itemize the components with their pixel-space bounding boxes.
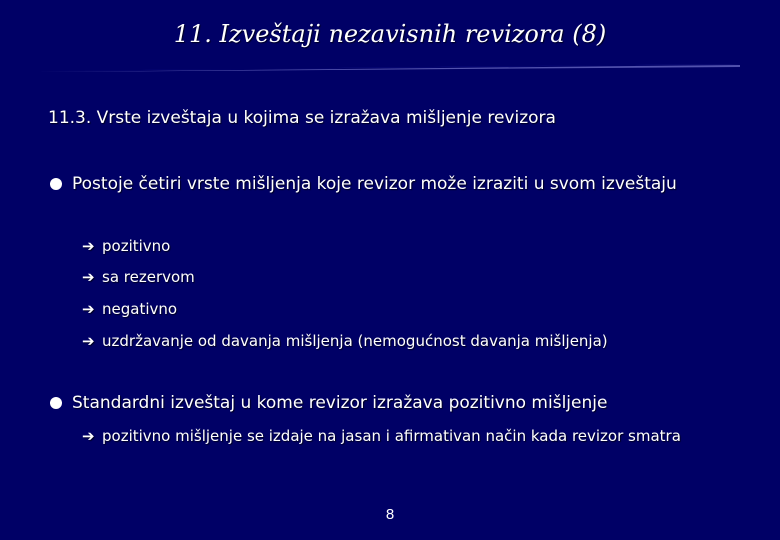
sub-item-text: sa rezervom: [102, 268, 195, 286]
sub-item: [82, 236, 170, 256]
arrow-icon: ➔: [82, 268, 95, 286]
sub-item: [82, 299, 177, 319]
sub-item: [82, 267, 195, 287]
bullet-text: Standardni izveštaj u kome revizor izražava pozitivno mišljenje: [72, 393, 608, 413]
page-number: 8: [385, 506, 395, 523]
arrow-icon: ➔: [82, 427, 95, 445]
sub-item-text: pozitivno mišljenje se izdaje na jasan i afirmativan način kada revizor smatra: [102, 427, 681, 445]
bullet-opinion-types: [50, 170, 710, 198]
sub-item: [82, 331, 742, 351]
title-divider: [40, 64, 740, 72]
slide-title: 11. Izveštaji nezavisnih revizora (8): [173, 20, 607, 48]
sub-item-text: pozitivno: [102, 237, 171, 255]
bullet-text: Postoje četiri vrste mišljenja koje revizor može izraziti u svom izveštaju: [72, 174, 677, 194]
arrow-icon: ➔: [82, 237, 95, 255]
bullet-dot: [50, 178, 62, 190]
sub-item: [82, 426, 742, 446]
section-subtitle: 11.3. Vrste izveštaja u kojima se izražava mišljenje revizora: [48, 108, 556, 128]
arrow-icon: ➔: [82, 300, 95, 318]
arrow-icon: ➔: [82, 332, 95, 350]
bullet-standard-report: [50, 389, 730, 417]
sub-item-text: negativno: [102, 300, 178, 318]
sub-item-text: uzdržavanje od davanja mišljenja (nemogućnost davanja mišljenja): [102, 332, 608, 350]
bullet-dot: [50, 397, 62, 409]
